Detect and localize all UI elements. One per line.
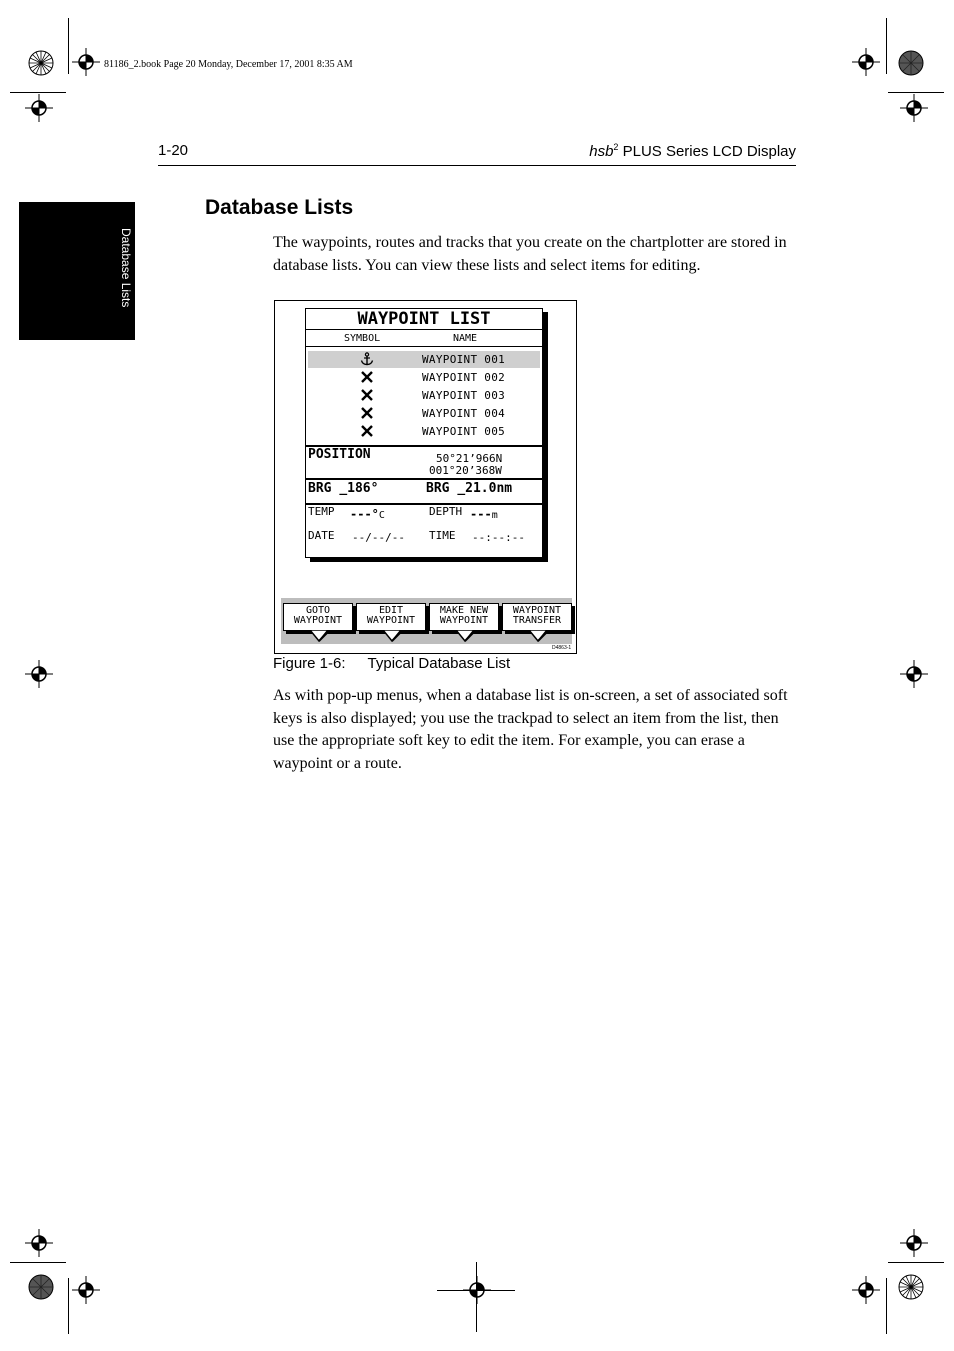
softkey-line: WAYPOINT xyxy=(293,615,343,626)
side-tab xyxy=(19,202,135,340)
temp-value xyxy=(350,507,385,521)
waypoint-row[interactable] xyxy=(308,387,540,404)
waypoint-name: WAYPOINT 004 xyxy=(422,407,506,420)
date-label: DATE xyxy=(308,529,335,542)
figure-caption-title: Typical Database List xyxy=(367,655,511,672)
depth-value-dashes: --- xyxy=(470,507,492,521)
softkey-pointer-icon xyxy=(528,630,548,642)
registration-mark-icon xyxy=(852,1276,880,1304)
depth-unit: m xyxy=(491,510,498,521)
temp-unit: C xyxy=(378,510,385,521)
screen-title: WAYPOINT LIST xyxy=(306,309,542,330)
bearing-left xyxy=(308,481,378,496)
column-header-name: NAME xyxy=(453,333,478,344)
figure-code: D4863-1 xyxy=(552,645,572,651)
temp-value-dashes: ---° xyxy=(350,507,379,521)
cross-icon xyxy=(360,424,374,438)
position-longitude: 001°20’368W xyxy=(429,464,502,477)
registration-mark-icon xyxy=(25,660,53,688)
starburst-mark-icon xyxy=(898,1274,924,1300)
softkey-pointer-icon xyxy=(309,630,329,642)
page-number: 1-20 xyxy=(158,142,189,159)
starburst-mark-icon xyxy=(28,1274,54,1300)
position-label: POSITION xyxy=(308,447,371,462)
waypoint-name: WAYPOINT 005 xyxy=(422,425,506,438)
depth-value xyxy=(470,507,498,521)
edit-waypoint-softkey[interactable] xyxy=(356,603,426,631)
softkey-line: TRANSFER xyxy=(512,615,562,626)
crop-line xyxy=(476,1262,477,1332)
registration-mark-icon xyxy=(900,1229,928,1257)
lcd-screen xyxy=(305,308,543,558)
softkey-line: WAYPOINT xyxy=(512,605,562,616)
bearing-left-value: _186° xyxy=(339,481,379,496)
depth-label: DEPTH xyxy=(429,505,463,518)
running-title xyxy=(589,142,796,160)
softkey-line: WAYPOINT xyxy=(366,615,416,626)
make-new-waypoint-softkey[interactable] xyxy=(429,603,499,631)
registration-mark-icon xyxy=(900,94,928,122)
registration-mark-icon xyxy=(900,660,928,688)
position-latitude: 50°21’966N xyxy=(436,452,503,465)
softkey-line: WAYPOINT xyxy=(439,615,489,626)
crop-line xyxy=(886,18,887,74)
crop-line xyxy=(10,92,66,93)
softkey-line: MAKE NEW xyxy=(439,605,489,616)
cross-icon xyxy=(360,406,374,420)
running-title-product: hsb xyxy=(589,143,614,160)
crop-line xyxy=(886,1278,887,1334)
temp-label: TEMP xyxy=(308,505,335,518)
waypoint-name: WAYPOINT 002 xyxy=(422,371,506,384)
waypoint-row[interactable] xyxy=(308,369,540,386)
cross-icon xyxy=(360,388,374,402)
registration-mark-icon xyxy=(72,48,100,76)
running-title-superscript: 2 xyxy=(613,142,619,152)
waypoint-name: WAYPOINT 001 xyxy=(422,353,506,366)
intro-paragraph: The waypoints, routes and tracks that you create on the chartplotter are stored in database lists. You can view these lists and select items for editing. xyxy=(273,234,787,274)
header-separator xyxy=(306,346,542,347)
bearing-right xyxy=(426,481,512,496)
cross-icon xyxy=(360,370,374,384)
crop-line xyxy=(68,18,69,74)
crop-line xyxy=(888,1262,944,1263)
crop-line xyxy=(68,1278,69,1334)
softkey-pointer-icon xyxy=(455,630,475,642)
waypoint-row[interactable] xyxy=(308,351,540,368)
section-title: Database Lists xyxy=(205,196,354,219)
column-header-symbol: SYMBOL xyxy=(344,333,381,344)
book-info: 81186_2.book Page 20 Monday, December 17, 2001 8:35 AM xyxy=(104,59,353,70)
waypoint-row[interactable] xyxy=(308,405,540,422)
registration-mark-icon xyxy=(852,48,880,76)
bearing-right-label: BRG xyxy=(426,481,450,496)
softkey-pointer-icon xyxy=(382,630,402,642)
softkey-line: EDIT xyxy=(378,605,404,616)
starburst-mark-icon xyxy=(28,50,54,76)
waypoint-row[interactable] xyxy=(308,423,540,440)
time-value: --:--:-- xyxy=(472,531,525,544)
figure-caption-number: Figure 1-6: xyxy=(273,655,346,672)
header-rule xyxy=(158,165,796,166)
figure-caption xyxy=(273,655,510,672)
side-tab-label: Database Lists xyxy=(119,228,133,308)
registration-mark-icon xyxy=(72,1276,100,1304)
date-value: --/--/-- xyxy=(352,531,405,544)
time-label: TIME xyxy=(429,529,456,542)
waypoint-name: WAYPOINT 003 xyxy=(422,389,506,402)
position-separator xyxy=(306,478,542,480)
registration-mark-icon xyxy=(25,1229,53,1257)
crop-line xyxy=(10,1262,66,1263)
bearing-right-value: _21.0nm xyxy=(457,481,513,496)
starburst-mark-icon xyxy=(898,50,924,76)
crop-line xyxy=(888,92,944,93)
registration-mark-icon xyxy=(25,94,53,122)
waypoint-transfer-softkey[interactable] xyxy=(502,603,572,631)
anchor-icon xyxy=(360,352,374,366)
bearing-left-label: BRG xyxy=(308,481,332,496)
body-paragraph: As with pop-up menus, when a database list is on-screen, a set of associated soft keys is also displayed; you use the trackpad to select an item from the list, then use the appropriate soft key to edit the item. For example, you can erase a waypoint or a route. xyxy=(273,687,788,772)
softkey-line: GOTO xyxy=(305,605,331,616)
goto-waypoint-softkey[interactable] xyxy=(283,603,353,631)
running-title-rest: PLUS Series LCD Display xyxy=(618,143,796,160)
bearing-separator xyxy=(306,503,542,505)
